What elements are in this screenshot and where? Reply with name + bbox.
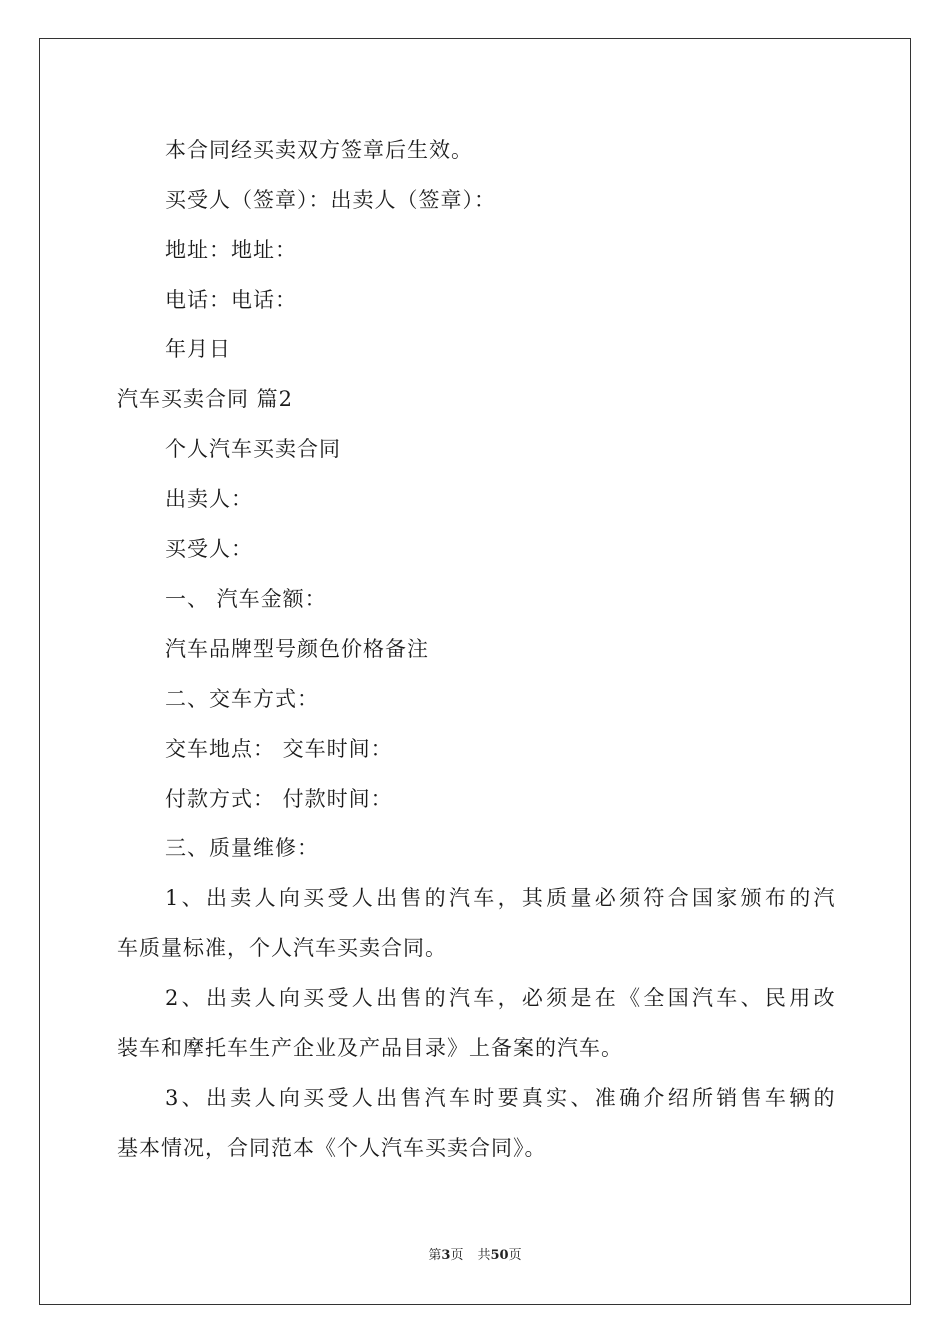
total-pages: 50 [490,1248,509,1263]
address-line: 地址：地址： [165,238,297,262]
heading-delivery: 二、交车方式： [165,687,319,711]
clause-3-line-1: 3、出卖人向买受人出售汽车时要真实、准确介绍所销售车辆的 [165,1086,835,1110]
clause-2-line-2: 装车和摩托车生产企业及产品目录》上备案的汽车。 [117,1036,623,1060]
page-footer [0,1247,950,1265]
total-suffix: 页 [508,1248,522,1263]
date-line: 年月日 [165,337,231,361]
payment-method-time: 付款方式： 付款时间： [165,787,393,811]
signature-line: 买受人（签章）：出卖人（签章）： [165,188,496,212]
clause-1-line-2: 车质量标准，个人汽车买卖合同。 [117,936,447,960]
heading-quality: 三、质量维修： [165,836,319,860]
page-border [39,38,911,1305]
seller-line: 出卖人： [165,487,253,511]
delivery-place-time: 交车地点： 交车时间： [165,737,393,761]
heading-amount: 一、 汽车金额： [165,587,327,611]
page-number: 3 [441,1248,451,1263]
phone-line: 电话：电话： [165,288,297,312]
clause-3-line-2: 基本情况，合同范本《个人汽车买卖合同》。 [117,1136,547,1160]
clause-effective: 本合同经买卖双方签章后生效。 [165,138,473,162]
clause-1-line-1: 1、出卖人向买受人出售的汽车，其质量必须符合国家颁布的汽 [165,886,835,910]
vehicle-fields-line: 汽车品牌型号颜色价格备注 [165,637,429,661]
page-suffix: 页 [450,1248,464,1263]
contract-title: 个人汽车买卖合同 [165,437,341,461]
page-prefix: 第 [428,1248,442,1263]
total-prefix: 共 [477,1248,491,1263]
clause-2-line-1: 2、出卖人向买受人出售的汽车，必须是在《全国汽车、民用改 [165,986,835,1010]
section-heading: 汽车买卖合同 篇2 [117,387,294,411]
buyer-line: 买受人： [165,537,253,561]
